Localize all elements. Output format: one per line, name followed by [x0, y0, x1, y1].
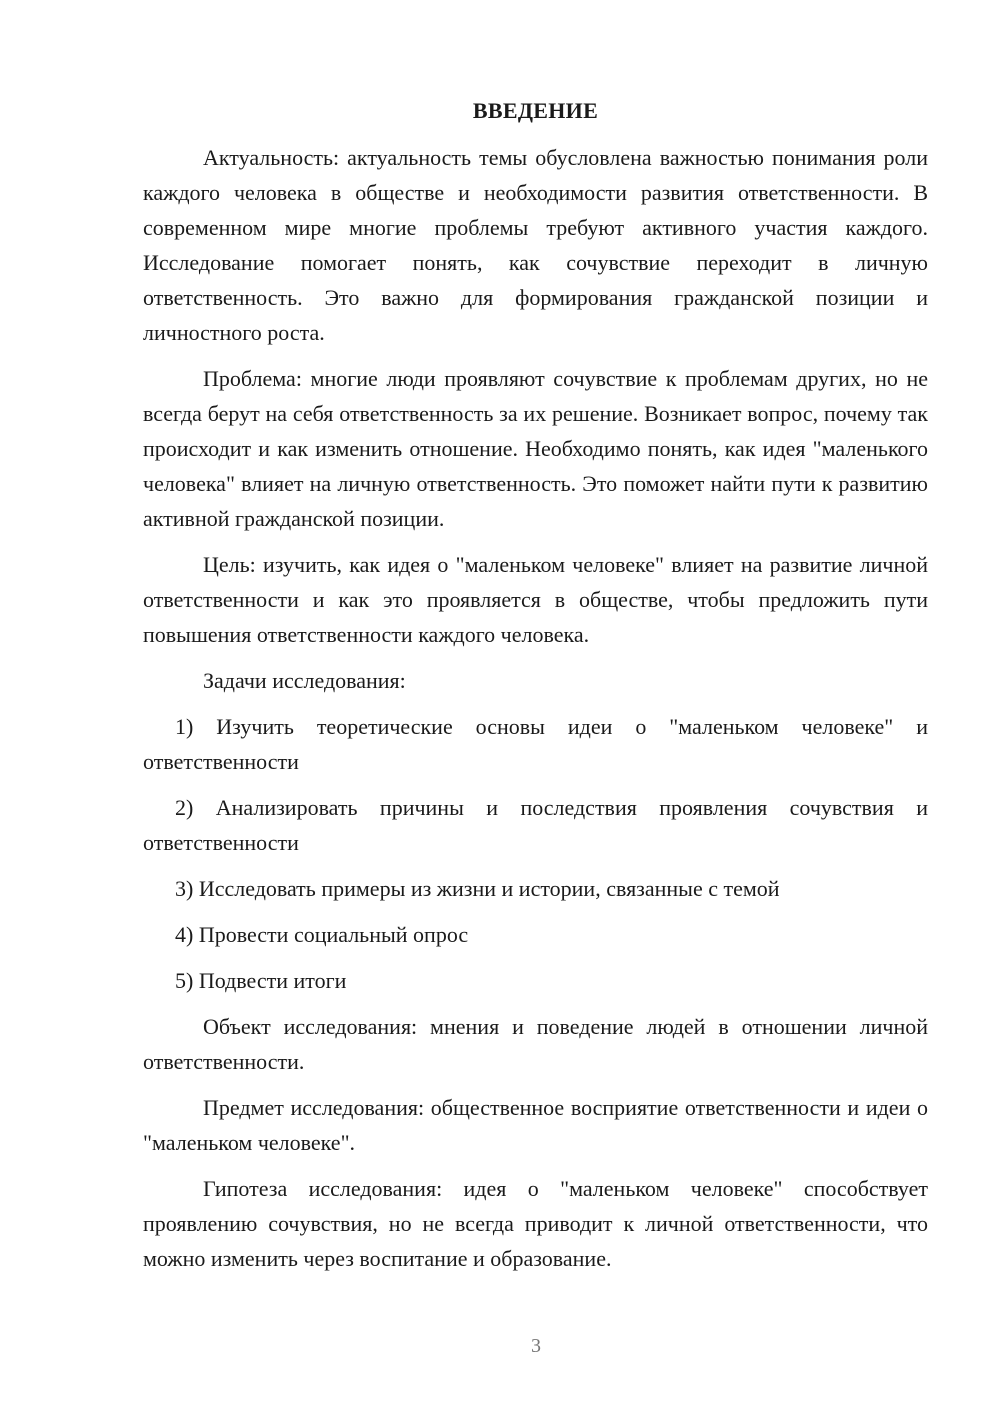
section-title: ВВЕДЕНИЕ	[472, 98, 599, 123]
paragraph-object: Объект исследования: мнения и поведение людей в отношении личной ответственности.	[143, 1014, 928, 1074]
task-item-1: 1) Изучить теоретические основы идеи о "маленьком человеке" и ответственности	[143, 714, 928, 774]
task-item-2: 2) Анализировать причины и последствия проявления сочувствия и ответственности	[143, 795, 928, 855]
task-item-4: 4) Провести социальный опрос	[175, 922, 469, 947]
tasks-heading: Задачи исследования:	[203, 668, 406, 693]
tasks-list	[143, 709, 928, 998]
paragraph-relevance: Актуальность: актуальность темы обусловлена важностью понимания роли каждого человека в обществе и необходимости развития ответственности. В современном мире многие проблемы требуют активного участия каждого. Исследование помогает понять, как сочувствие переходит в личную ответственность. Это важно для формирования гражданской позиции и личностного роста.	[143, 145, 928, 345]
task-item-3: 3) Исследовать примеры из жизни и истории, связанные с темой	[175, 876, 780, 901]
paragraph-goal: Цель: изучить, как идея о "маленьком человеке" влияет на развитие личной ответственности и как это проявляется в обществе, чтобы предложить пути повышения ответственности каждого человека.	[143, 552, 928, 647]
paragraph-problem: Проблема: многие люди проявляют сочувствие к проблемам других, но не всегда берут на себя ответственность за их решение. Возникает вопрос, почему так происходит и как изменить отношение. Необходимо понять, как идея "маленького человека" влияет на личную ответственность. Это поможет найти пути к развитию активной гражданской позиции.	[143, 366, 928, 531]
task-item-5: 5) Подвести итоги	[175, 968, 347, 993]
paragraph-hypothesis: Гипотеза исследования: идея о "маленьком человеке" способствует проявлению сочувствия, но не всегда приводит к личной ответственности, что можно изменить через воспитание и образование.	[143, 1176, 928, 1271]
page-content	[143, 96, 928, 1287]
page-number: 3	[531, 1335, 541, 1357]
paragraph-subject: Предмет исследования: общественное восприятие ответственности и идеи о "маленьком человеке".	[143, 1095, 928, 1155]
